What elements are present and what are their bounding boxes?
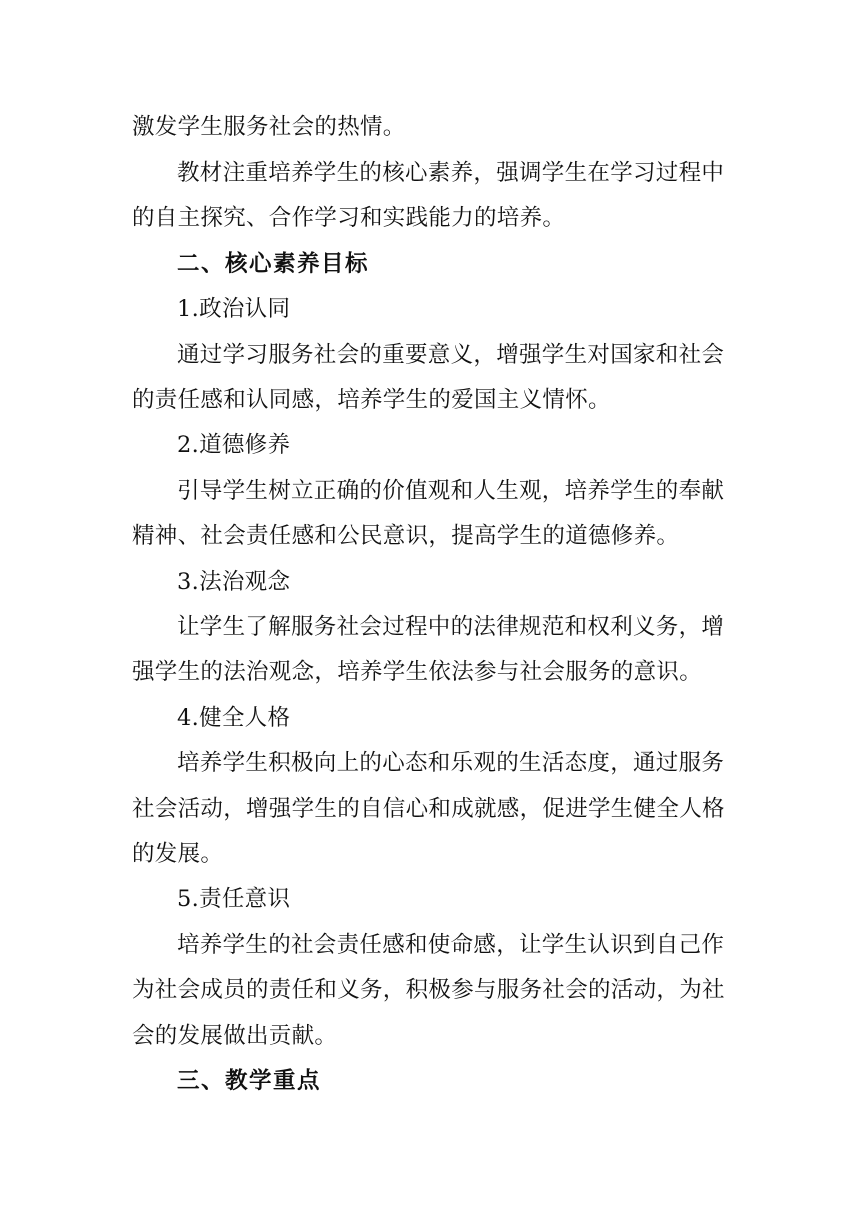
paragraph-line: 让学生了解服务社会过程中的法律规范和权利义务，增 <box>177 614 725 640</box>
subheading-moral-cultivation: 2.道德修养 <box>177 432 291 458</box>
paragraph-line: 的自主探究、合作学习和实践能力的培养。 <box>132 205 566 231</box>
section-heading-core-literacy: 二、核心素养目标 <box>177 251 370 277</box>
section-heading-teaching-focus: 三、教学重点 <box>177 1068 322 1094</box>
paragraph-line: 培养学生的社会责任感和使命感，让学生认识到自己作 <box>177 932 725 958</box>
paragraph-line: 为社会成员的责任和义务，积极参与服务社会的活动，为社 <box>132 977 725 1003</box>
paragraph-line: 引导学生树立正确的价值观和人生观，培养学生的奉献 <box>177 478 725 504</box>
subheading-rule-of-law: 3.法治观念 <box>177 569 291 595</box>
subheading-political-identity: 1.政治认同 <box>177 296 291 322</box>
paragraph-line: 激发学生服务社会的热情。 <box>132 114 406 140</box>
paragraph-line: 教材注重培养学生的核心素养，强调学生在学习过程中 <box>177 160 725 186</box>
paragraph-line: 精神、社会责任感和公民意识，提高学生的道德修养。 <box>132 523 680 549</box>
paragraph-line: 强学生的法治观念，培养学生依法参与社会服务的意识。 <box>132 659 703 685</box>
subheading-sound-personality: 4.健全人格 <box>177 705 291 731</box>
subheading-sense-of-responsibility: 5.责任意识 <box>177 886 291 912</box>
paragraph-line: 的发展。 <box>132 841 224 867</box>
paragraph-line: 培养学生积极向上的心态和乐观的生活态度，通过服务 <box>177 750 725 776</box>
paragraph-line: 通过学习服务社会的重要意义，增强学生对国家和社会 <box>177 342 725 368</box>
paragraph-line: 的责任感和认同感，培养学生的爱国主义情怀。 <box>132 387 611 413</box>
paragraph-line: 社会活动，增强学生的自信心和成就感，促进学生健全人格 <box>132 796 725 822</box>
paragraph-line: 会的发展做出贡献。 <box>132 1023 338 1049</box>
